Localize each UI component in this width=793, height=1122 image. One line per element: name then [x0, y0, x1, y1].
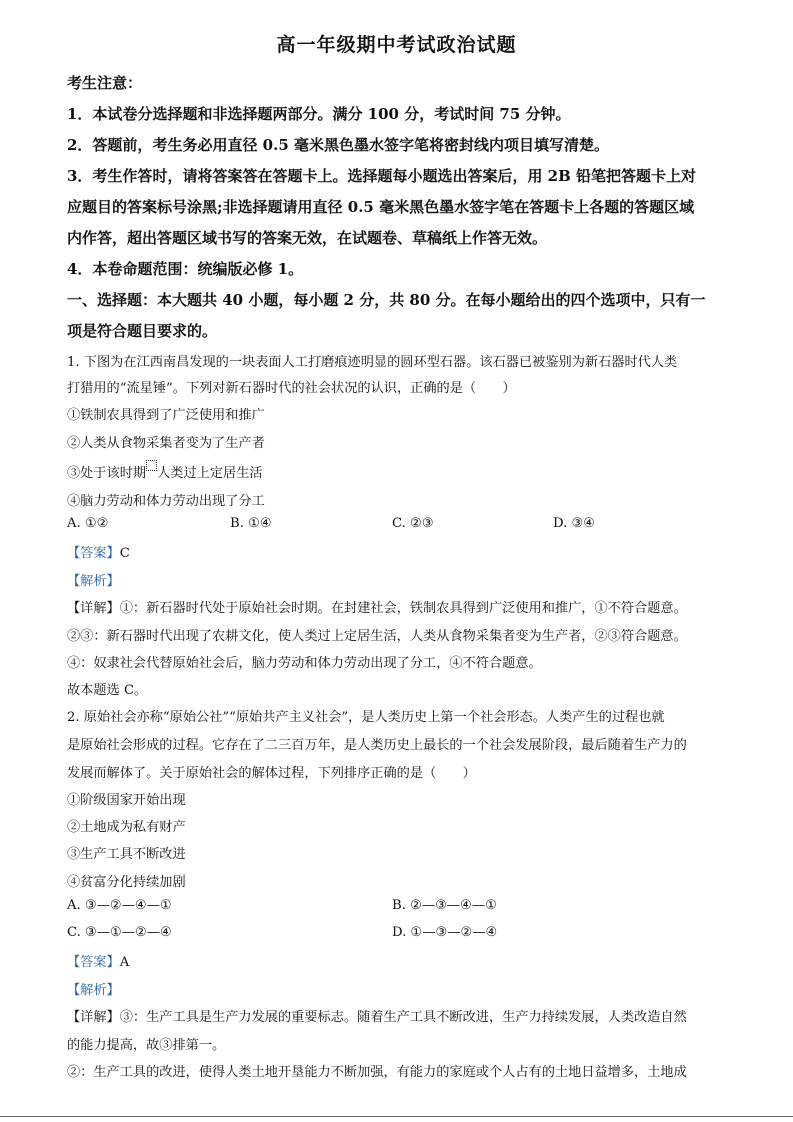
detail-tag: 【详解】 [67, 601, 120, 616]
section-heading-line-2: 项是符合题目要求的。 [67, 322, 218, 340]
notice-item-1: 1．本试卷分选择题和非选择题两部分。满分 100 分，考试时间 75 分钟。 [67, 105, 571, 123]
notice-item-4: 4．本卷命题范围：统编版必修 1。 [67, 260, 304, 278]
notice-item-3-line-2: 应题目的答案标号涂黑;非选择题请用直径 0.5 毫米黑色墨水签字笔在答题卡上各题的答题区域 [67, 198, 695, 216]
notice-item-3-line-1: 3．考生作答时，请将答案答在答题卡上。选择题每小题选出答案后，用 2B 铅笔把答题卡上对 [67, 167, 697, 185]
q1-statement-4: ④脑力劳动和体力劳动出现了分工 [67, 494, 265, 509]
q1-option-a: A. ①② [67, 516, 109, 531]
q2-option-a: A. ③—②—④—① [67, 898, 172, 913]
notice-item-2: 2．答题前，考生务必用直径 0.5 毫米黑色墨水签字笔将密封线内项目填写清楚。 [67, 136, 609, 154]
section-heading-line-1: 一、选择题：本大题共 40 小题，每小题 2 分，共 80 分。在每小题给出的四个选项中，只有一 [67, 291, 706, 309]
q2-statement-3: ③生产工具不断改进 [67, 847, 186, 862]
q2-statement-1: ①阶级国家开始出现 [67, 793, 186, 808]
q1-analysis-tag: 【解析】 [67, 574, 120, 589]
q2-option-c: C. ③—①—②—④ [67, 925, 172, 940]
answer-tag: 【答案】 [67, 546, 120, 561]
q2-stem-line-2: 是原始社会形成的过程。它存在了二三百万年，是人类历史上最长的一个社会发展阶段，最后随着生产力的 [67, 738, 687, 753]
q1-stem-line-1: 1. 下图为在江西南昌发现的一块表面人工打磨痕迹明显的圆环型石器。该石器已被鉴别为新石器时代人类 [67, 355, 678, 370]
page-title: 高一年级期中考试政治试题 [276, 34, 517, 56]
q1-option-b: B. ①④ [230, 516, 272, 531]
q1-stem-line-2: 打猎用的“流星锤”。下列对新石器时代的社会状况的认识，正确的是（ ） [67, 381, 516, 396]
q2-stem-line-3: 发展而解体了。关于原始社会的解体过程，下列排序正确的是（ ） [67, 766, 476, 781]
q1-statement-3-part-b: 人类过上定居生活 [157, 466, 263, 481]
q2-detail-line-1 [67, 1006, 687, 1025]
q1-detail-line-1 [67, 597, 687, 616]
q1-detail-line-2: ②③：新石器时代出现了农耕文化，使人类过上定居生活，人类从食物采集者变为生产者，②③符合题意。 [67, 629, 687, 644]
q1-detail-line-3: ④：奴隶社会代替原始社会后，脑力劳动和体力劳动出现了分工，④不符合题意。 [67, 656, 542, 671]
q1-statement-3 [67, 462, 263, 481]
answer-value: C [119, 546, 130, 561]
detail-text: ③：生产工具是生产力发展的重要标志。随着生产工具不断改进，生产力持续发展，人类改造自然 [119, 1010, 687, 1025]
q1-statement-1: ①铁制农具得到了广泛使用和推广 [67, 408, 265, 423]
q2-detail-line-3: ②：生产工具的改进，使得人类土地开垦能力不断加强，有能力的家庭或个人占有的土地日益增多，土地成 [67, 1065, 687, 1080]
q1-statement-2: ②人类从食物采集者变为了生产者 [67, 436, 265, 451]
notice-item-3-line-3: 内作答，超出答题区域书写的答案无效，在试题卷、草稿纸上作答无效。 [67, 229, 548, 247]
q2-statement-2: ②土地成为私有财产 [67, 820, 186, 835]
q2-answer [67, 951, 129, 970]
q2-detail-line-2: 的能力提高，故③排第一。 [67, 1038, 226, 1053]
detail-text: ①：新石器时代处于原始社会时期。在封建社会，铁制农具得到广泛使用和推广，①不符合题意。 [119, 601, 687, 616]
page-bottom-divider [0, 1116, 793, 1117]
q1-answer [67, 542, 130, 561]
answer-value: A [119, 955, 130, 970]
q2-statement-4: ④贫富分化持续加剧 [67, 875, 186, 890]
image-placeholder-icon [146, 460, 157, 471]
q2-option-d: D. ①—③—②—④ [392, 925, 498, 940]
notice-heading: 考生注意： [67, 74, 143, 92]
q2-option-b: B. ②—③—④—① [392, 898, 497, 913]
q1-conclusion: 故本题选 C。 [67, 683, 148, 698]
q1-option-c: C. ②③ [392, 516, 434, 531]
q2-analysis-tag: 【解析】 [67, 983, 120, 998]
q2-stem-line-1: 2. 原始社会亦称“原始公社”“原始共产主义社会”，是人类历史上第一个社会形态。人类产生的过程也就 [67, 710, 665, 725]
q1-statement-3-part-a: ③处于该时期 [67, 466, 147, 481]
q1-option-d: D. ③④ [553, 516, 596, 531]
detail-tag: 【详解】 [67, 1010, 120, 1025]
answer-tag: 【答案】 [67, 955, 120, 970]
